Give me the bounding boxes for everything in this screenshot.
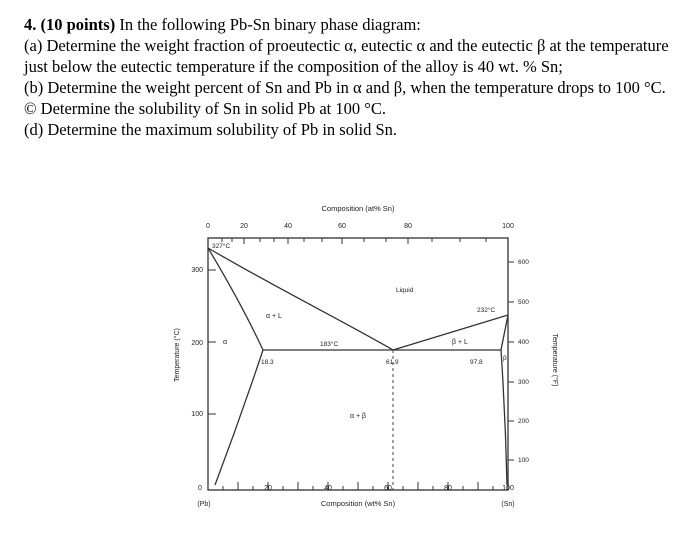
pb-sn-phase-diagram: [170, 200, 560, 530]
region-alpha-label: α: [223, 339, 228, 346]
top-tick: 80: [404, 223, 412, 230]
region-beta-liquid-label: β + L: [452, 339, 468, 346]
problem-number: 4. (10 points): [24, 15, 116, 34]
left-axis-title: Temperature (°C): [174, 328, 181, 382]
alpha-limit-label: 18.3: [261, 359, 274, 366]
right-tick: 500: [518, 299, 529, 306]
solvus-beta: [501, 350, 507, 485]
solidus-beta: [501, 315, 508, 350]
liquidus-alpha: [208, 248, 393, 350]
bottom-tick: 80: [444, 485, 452, 492]
pb-label: (Pb): [197, 501, 211, 508]
region-beta-label: β: [503, 355, 507, 362]
left-tick: 300: [191, 267, 203, 274]
top-tick: 0: [206, 223, 210, 230]
part-a: (a) Determine the weight fraction of proeutectic α, eutectic α and the eutectic β at the temperature just below the eutectic temperature if the composition of the alloy is 40 wt. % Sn;: [24, 36, 669, 76]
right-tick: 600: [518, 259, 529, 266]
region-liquid-label: Liquid: [396, 287, 414, 294]
solvus-alpha: [215, 350, 263, 485]
beta-limit-label: 97.8: [470, 359, 483, 366]
part-b: (b) Determine the weight percent of Sn and Pb in α and β, when the temperature drops to 100 °C.: [24, 78, 666, 97]
right-tick: 100: [518, 457, 529, 464]
top-axis-title: Composition (at% Sn): [321, 204, 395, 213]
part-d: (d) Determine the maximum solubility of Pb in solid Sn.: [24, 120, 398, 139]
left-tick: 200: [191, 340, 203, 347]
bottom-tick: 0: [198, 485, 202, 492]
problem-intro: In the following Pb-Sn binary phase diagram:: [119, 15, 421, 34]
bottom-tick: 60: [384, 485, 392, 492]
right-tick: 200: [518, 418, 529, 425]
right-tick: 400: [518, 339, 529, 346]
bottom-tick: 100: [502, 485, 514, 492]
bottom-axis-title: Composition (wt% Sn): [320, 499, 396, 508]
part-c: © Determine the solubility of Sn in solid Pb at 100 °C.: [24, 99, 386, 118]
bottom-tick: 20: [264, 485, 272, 492]
right-tick: 300: [518, 379, 529, 386]
top-tick: 20: [240, 223, 248, 230]
sn-label: (Sn): [501, 501, 515, 508]
right-axis-title: Temperature (°F): [551, 333, 558, 387]
region-alpha-beta-label: α + β: [350, 413, 367, 420]
left-axis-ticks: [191, 267, 216, 418]
left-tick: 100: [191, 411, 203, 418]
plot-frame: [208, 238, 508, 490]
bottom-tick: 40: [324, 485, 332, 492]
eutectic-temperature-label: 183°C: [320, 341, 339, 348]
eutectic-composition-label: 61.9: [386, 359, 399, 366]
pb-melting-point-label: 327°C: [212, 243, 231, 250]
sn-melting-point-label: 232°C: [477, 307, 496, 314]
top-axis-ticks: [206, 223, 514, 244]
problem-heading: [24, 14, 684, 35]
top-tick: 40: [284, 223, 292, 230]
top-tick: 60: [338, 223, 346, 230]
problem-text: [24, 14, 684, 140]
liquidus-beta: [393, 315, 508, 350]
region-alpha-liquid-label: α + L: [266, 313, 282, 320]
top-tick: 100: [502, 223, 514, 230]
right-axis-ticks: [508, 259, 529, 464]
